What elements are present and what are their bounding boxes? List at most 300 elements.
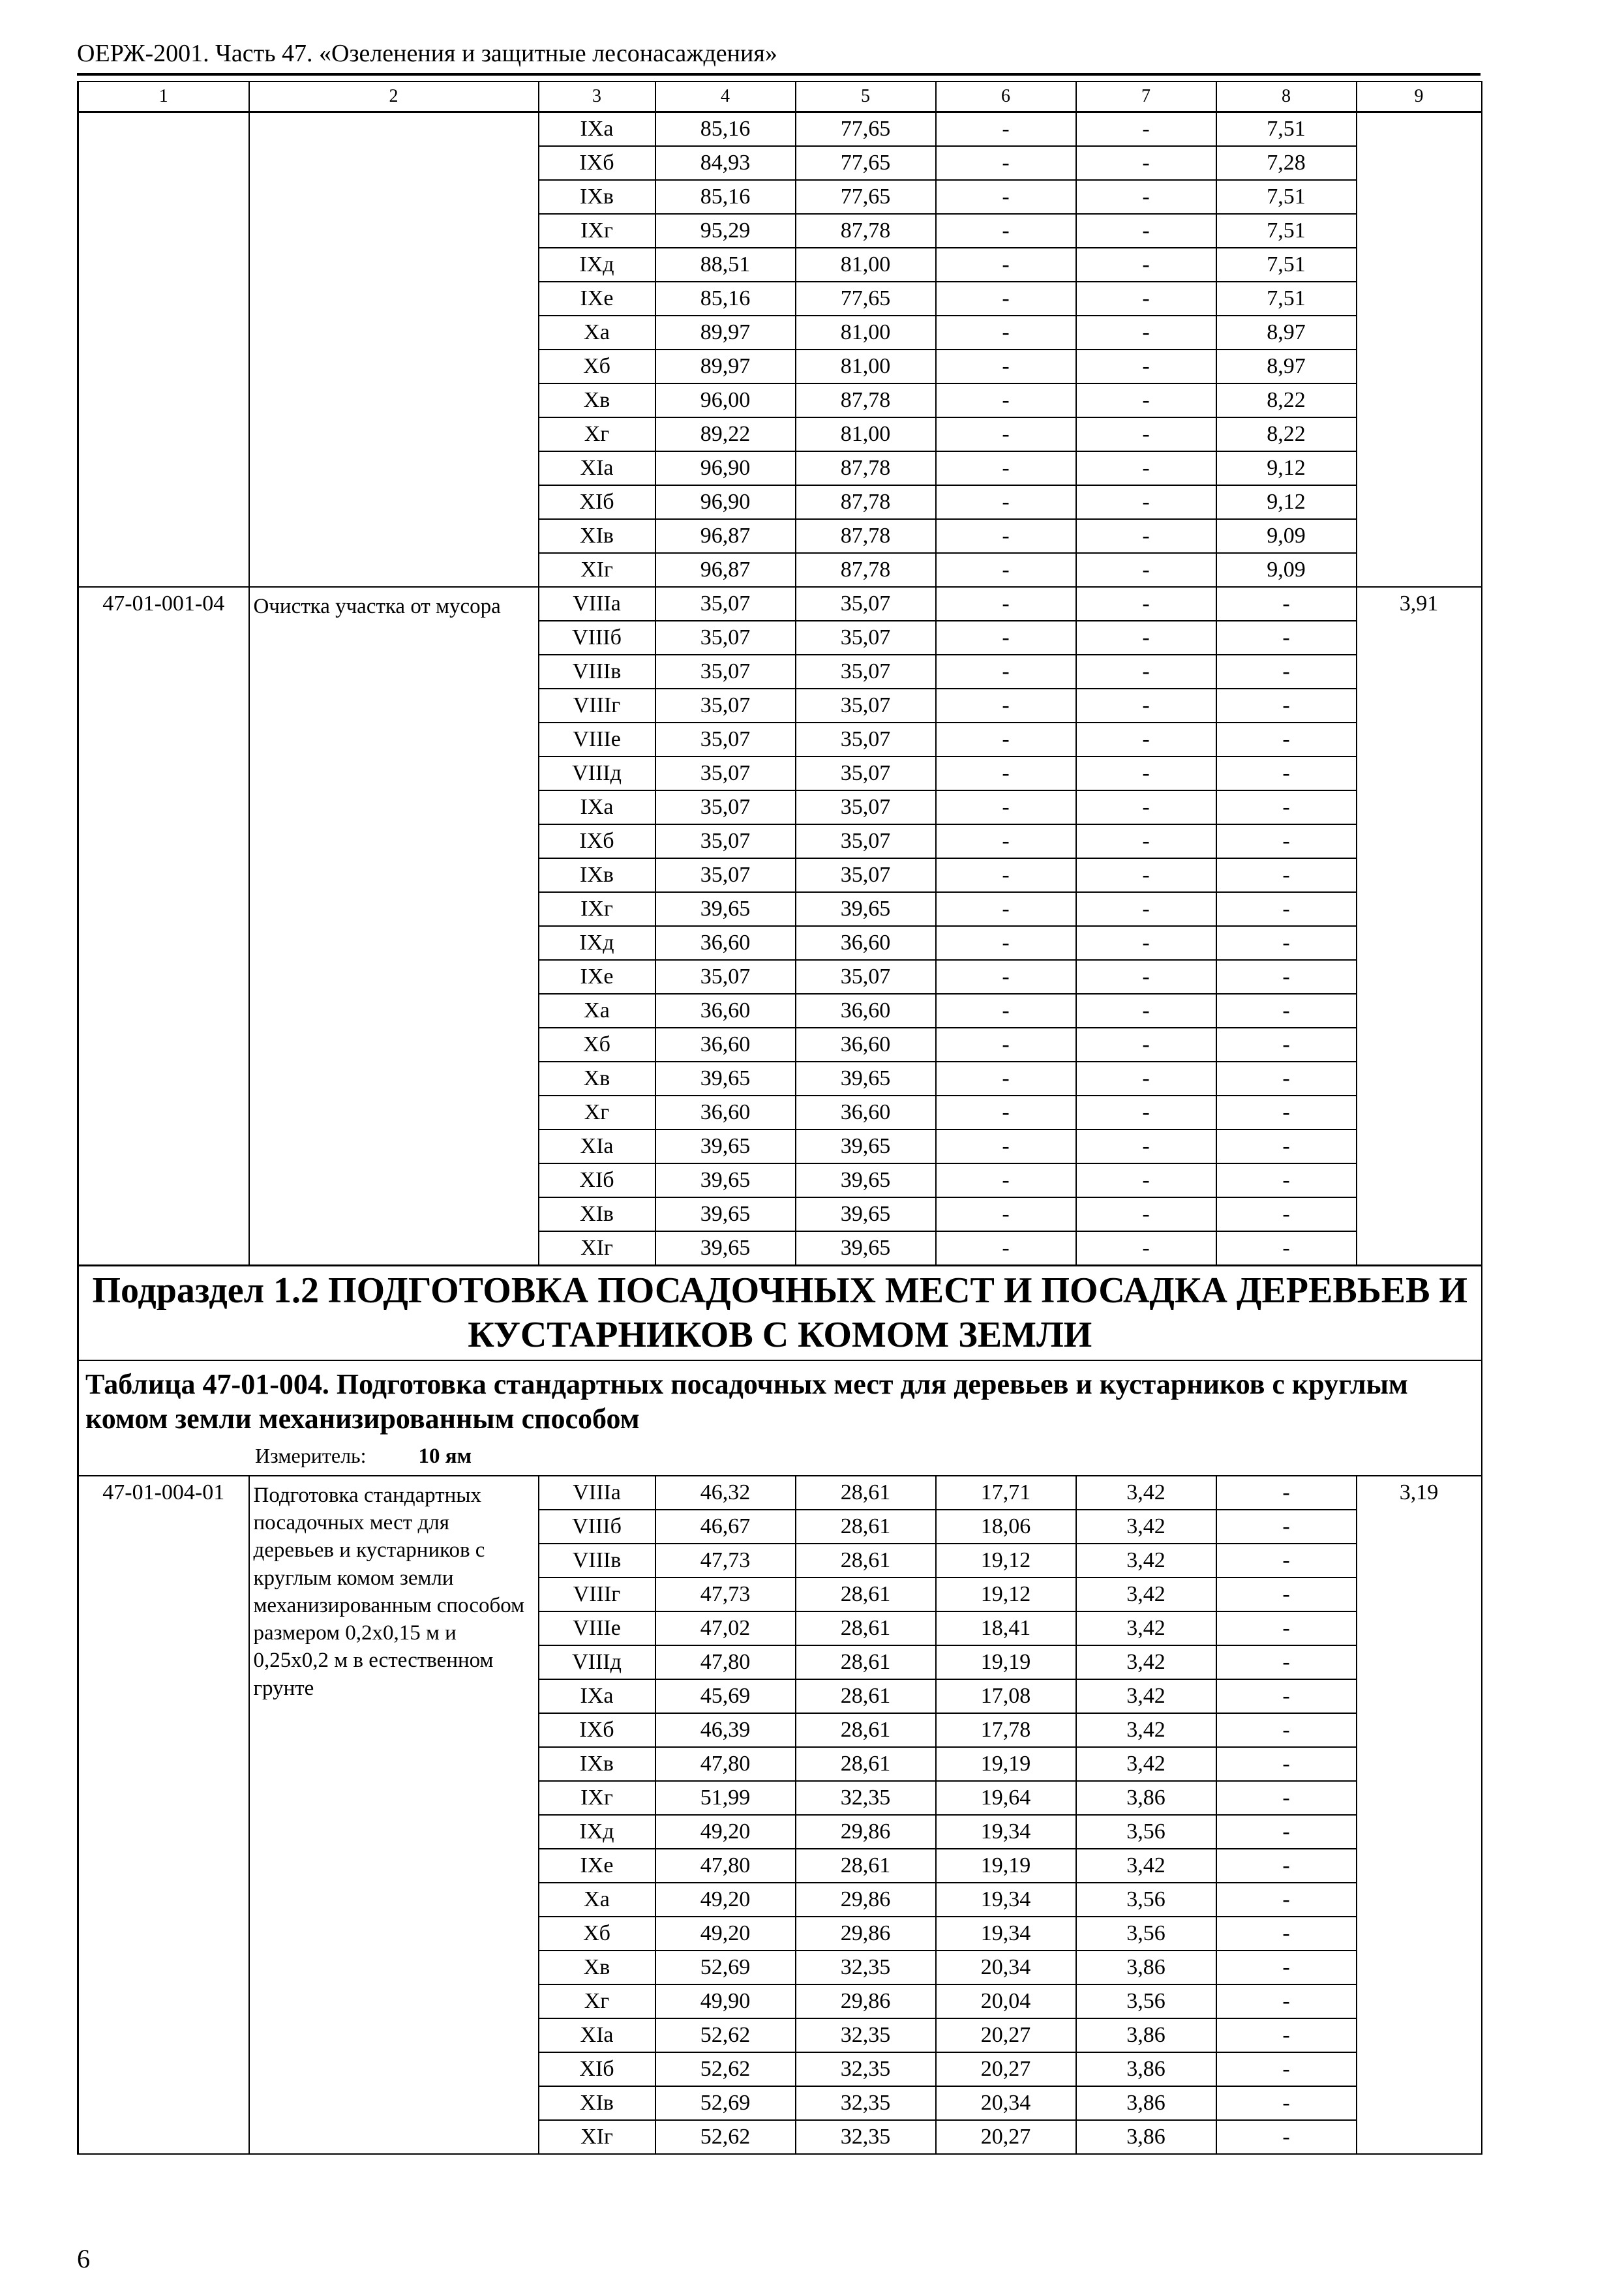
rate-value: - <box>1076 316 1216 350</box>
rate-value: 88,51 <box>655 248 796 282</box>
rate-value: - <box>1076 621 1216 655</box>
rate-value: - <box>936 858 1076 892</box>
rate-value: 3,42 <box>1076 1849 1216 1883</box>
rate-value: - <box>936 1163 1076 1197</box>
rate-value: - <box>1076 112 1216 147</box>
rate-value: 3,42 <box>1076 1679 1216 1713</box>
rate-value: 7,51 <box>1216 180 1357 214</box>
rate-value: 35,07 <box>655 689 796 723</box>
rate-value: 77,65 <box>796 112 936 147</box>
region-zone: Xв <box>539 1062 655 1096</box>
rate-value: 96,87 <box>655 519 796 553</box>
rate-value: 7,51 <box>1216 112 1357 147</box>
rate-value: - <box>1216 1476 1357 1510</box>
rate-value: - <box>1076 1130 1216 1163</box>
region-zone: IXд <box>539 1815 655 1849</box>
rate-value: 85,16 <box>655 282 796 316</box>
rate-value: 19,19 <box>936 1747 1076 1781</box>
rate-value: 7,51 <box>1216 248 1357 282</box>
rate-value: 7,28 <box>1216 146 1357 180</box>
rate-value: 87,78 <box>796 451 936 485</box>
rate-value: - <box>1076 383 1216 417</box>
region-zone: VIIIв <box>539 1544 655 1578</box>
rate-value: - <box>936 350 1076 383</box>
rate-value: - <box>1216 756 1357 790</box>
rate-value: 3,56 <box>1076 1917 1216 1951</box>
column-number: 3 <box>539 82 655 112</box>
rate-value: 3,42 <box>1076 1510 1216 1544</box>
rate-value: 96,90 <box>655 451 796 485</box>
rate-value: 46,67 <box>655 1510 796 1544</box>
rate-value: 96,90 <box>655 485 796 519</box>
work-description: Подготовка стандартных посадочных мест для деревьев и кустарников с круглым комом земли механизированным способом размером 0,2x0,15 м и 0,25x0,2 м в естественном грунте <box>249 1476 539 2154</box>
rate-value: 36,60 <box>796 1028 936 1062</box>
rate-value: - <box>1216 1544 1357 1578</box>
region-zone: XIв <box>539 1197 655 1231</box>
region-zone: IXе <box>539 282 655 316</box>
rate-value: 28,61 <box>796 1713 936 1747</box>
rate-value: - <box>936 282 1076 316</box>
rate-value: - <box>1076 1163 1216 1197</box>
rate-value: - <box>1216 960 1357 994</box>
region-zone: VIIIв <box>539 655 655 689</box>
region-zone: XIб <box>539 2052 655 2086</box>
rate-value: 18,41 <box>936 1611 1076 1645</box>
column-number: 5 <box>796 82 936 112</box>
region-zone: VIIIе <box>539 1611 655 1645</box>
rate-value: - <box>936 689 1076 723</box>
rate-value: 9,12 <box>1216 451 1357 485</box>
rate-value: 49,20 <box>655 1883 796 1917</box>
region-zone: VIIIа <box>539 1476 655 1510</box>
region-zone: IXв <box>539 180 655 214</box>
rate-value: 19,12 <box>936 1578 1076 1611</box>
rate-value: 18,06 <box>936 1510 1076 1544</box>
rate-value: - <box>1076 960 1216 994</box>
rate-value: - <box>936 1028 1076 1062</box>
rate-value: 49,90 <box>655 1984 796 2018</box>
rate-value: 19,64 <box>936 1781 1076 1815</box>
rate-value: - <box>1076 451 1216 485</box>
rate-value: - <box>936 451 1076 485</box>
rate-value: 20,34 <box>936 2086 1076 2120</box>
rate-value: 17,78 <box>936 1713 1076 1747</box>
rate-value: 29,86 <box>796 1883 936 1917</box>
region-zone: Xб <box>539 350 655 383</box>
rate-value: 35,07 <box>655 655 796 689</box>
rate-value: - <box>1216 655 1357 689</box>
rate-value: 9,09 <box>1216 519 1357 553</box>
rate-value: 28,61 <box>796 1611 936 1645</box>
column-number: 4 <box>655 82 796 112</box>
rate-value: - <box>936 146 1076 180</box>
region-zone: XIа <box>539 2018 655 2052</box>
rate-value: 28,61 <box>796 1679 936 1713</box>
rate-value: 28,61 <box>796 1544 936 1578</box>
rate-value: 87,78 <box>796 553 936 587</box>
rate-value: 3,56 <box>1076 1984 1216 2018</box>
rate-value: 36,60 <box>655 994 796 1028</box>
rate-value: 36,60 <box>796 926 936 960</box>
measure-unit <box>255 1443 1473 1470</box>
rate-value: - <box>1076 553 1216 587</box>
region-zone: IXе <box>539 960 655 994</box>
region-zone: Xа <box>539 1883 655 1917</box>
rate-value: - <box>1216 1231 1357 1266</box>
rate-value: 39,65 <box>655 892 796 926</box>
rate-value: - <box>1216 1510 1357 1544</box>
table-row <box>78 1476 1482 1510</box>
rate-value: 81,00 <box>796 316 936 350</box>
rate-value: 35,07 <box>796 587 936 621</box>
rate-value: - <box>936 587 1076 621</box>
rate-value: 35,07 <box>655 621 796 655</box>
rate-value: 85,16 <box>655 180 796 214</box>
col9-value: 3,91 <box>1357 587 1482 1266</box>
rate-value: 3,86 <box>1076 2018 1216 2052</box>
region-zone: IXв <box>539 858 655 892</box>
rate-value: - <box>1216 994 1357 1028</box>
rate-value: - <box>936 824 1076 858</box>
rate-value: 3,56 <box>1076 1815 1216 1849</box>
rate-value: 9,09 <box>1216 553 1357 587</box>
rate-value: 39,65 <box>796 1163 936 1197</box>
region-zone: XIг <box>539 553 655 587</box>
rate-value: - <box>1216 1713 1357 1747</box>
rate-value: - <box>936 485 1076 519</box>
rate-value: 52,69 <box>655 1951 796 1984</box>
rate-value: - <box>1076 994 1216 1028</box>
rate-value: 87,78 <box>796 214 936 248</box>
rate-value: - <box>1216 1984 1357 2018</box>
rate-value: 32,35 <box>796 2120 936 2154</box>
rate-value: 17,71 <box>936 1476 1076 1510</box>
region-zone: XIа <box>539 1130 655 1163</box>
rate-value: 35,07 <box>655 587 796 621</box>
rate-code: 47-01-001-04 <box>78 587 249 1266</box>
col9-value: 3,19 <box>1357 1476 1482 2154</box>
rate-value: 32,35 <box>796 2086 936 2120</box>
rate-value: 39,65 <box>796 1062 936 1096</box>
col9-value <box>1357 112 1482 588</box>
rate-value: 39,65 <box>655 1062 796 1096</box>
rate-value: - <box>936 723 1076 756</box>
column-number: 7 <box>1076 82 1216 112</box>
rate-value: 36,60 <box>796 994 936 1028</box>
rate-value: 52,62 <box>655 2120 796 2154</box>
rate-value: - <box>936 994 1076 1028</box>
rate-value: - <box>1076 892 1216 926</box>
rate-value: 17,08 <box>936 1679 1076 1713</box>
rate-value: 49,20 <box>655 1917 796 1951</box>
rate-value: - <box>1076 282 1216 316</box>
region-zone: Xб <box>539 1917 655 1951</box>
rate-value: - <box>936 248 1076 282</box>
rate-value: 89,97 <box>655 316 796 350</box>
rate-value: 36,60 <box>655 926 796 960</box>
rate-value: - <box>1216 1578 1357 1611</box>
rate-value: 7,51 <box>1216 282 1357 316</box>
rate-value: 20,27 <box>936 2120 1076 2154</box>
rate-value: 8,22 <box>1216 417 1357 451</box>
rate-value: 77,65 <box>796 146 936 180</box>
rate-value: 47,80 <box>655 1645 796 1679</box>
rate-value: 46,39 <box>655 1713 796 1747</box>
region-zone: XIб <box>539 485 655 519</box>
region-zone: XIб <box>539 1163 655 1197</box>
region-zone: IXб <box>539 1713 655 1747</box>
rate-value: - <box>936 553 1076 587</box>
rate-value: 47,73 <box>655 1578 796 1611</box>
region-zone: VIIIд <box>539 1645 655 1679</box>
rate-value: - <box>1216 1611 1357 1645</box>
rate-value: - <box>1076 485 1216 519</box>
rate-value: 3,42 <box>1076 1645 1216 1679</box>
rate-value: - <box>936 519 1076 553</box>
rate-value: 35,07 <box>796 960 936 994</box>
rate-value: - <box>1076 926 1216 960</box>
rate-value: 96,87 <box>655 553 796 587</box>
running-header: ОЕРЖ-2001. Часть 47. «Озеленения и защитные лесонасаждения» <box>77 40 777 67</box>
column-number: 6 <box>936 82 1076 112</box>
rate-value: 89,22 <box>655 417 796 451</box>
rate-value: 28,61 <box>796 1510 936 1544</box>
rate-value: 35,07 <box>796 756 936 790</box>
region-zone: Xв <box>539 1951 655 1984</box>
region-zone: Xб <box>539 1028 655 1062</box>
rate-code: 47-01-004-01 <box>78 1476 249 2154</box>
rate-value: 47,73 <box>655 1544 796 1578</box>
rate-value: - <box>1076 689 1216 723</box>
rate-value: 39,65 <box>796 892 936 926</box>
region-zone: IXд <box>539 926 655 960</box>
rate-value: - <box>936 621 1076 655</box>
rate-value: 20,27 <box>936 2052 1076 2086</box>
rate-value: - <box>936 1062 1076 1096</box>
rate-value: - <box>1076 655 1216 689</box>
rate-value: - <box>936 892 1076 926</box>
region-zone: VIIIг <box>539 1578 655 1611</box>
region-zone: IXд <box>539 248 655 282</box>
rate-value: 52,62 <box>655 2018 796 2052</box>
work-description: Очистка участка от мусора <box>249 587 539 1266</box>
rate-value: 39,65 <box>655 1130 796 1163</box>
table-row <box>78 587 1482 621</box>
rate-value: 32,35 <box>796 1951 936 1984</box>
region-zone: VIIIб <box>539 1510 655 1544</box>
rate-value: - <box>936 417 1076 451</box>
table-row <box>78 112 1482 147</box>
rate-value: - <box>1216 1951 1357 1984</box>
rate-value: 95,29 <box>655 214 796 248</box>
rate-value: 77,65 <box>796 180 936 214</box>
rate-value: 20,34 <box>936 1951 1076 1984</box>
rate-value: - <box>936 926 1076 960</box>
rate-value: - <box>1216 1163 1357 1197</box>
rate-value: 39,65 <box>796 1231 936 1266</box>
rate-value: 3,42 <box>1076 1747 1216 1781</box>
rate-value: - <box>1076 350 1216 383</box>
column-number-row <box>78 82 1482 112</box>
rate-value: - <box>1216 1028 1357 1062</box>
rate-value: - <box>936 112 1076 147</box>
rate-value: 36,60 <box>796 1096 936 1130</box>
rate-value: - <box>1076 1096 1216 1130</box>
rate-value: 3,86 <box>1076 2120 1216 2154</box>
rate-value: 8,97 <box>1216 316 1357 350</box>
rate-value: - <box>936 316 1076 350</box>
region-zone: XIг <box>539 2120 655 2154</box>
region-zone: XIа <box>539 451 655 485</box>
rate-value: 39,65 <box>655 1231 796 1266</box>
rate-value: 35,07 <box>655 960 796 994</box>
rate-value: 8,22 <box>1216 383 1357 417</box>
rate-value: 19,12 <box>936 1544 1076 1578</box>
rate-value: 8,97 <box>1216 350 1357 383</box>
rate-value: 77,65 <box>796 282 936 316</box>
rates-table <box>77 81 1482 2155</box>
rate-value: - <box>1076 723 1216 756</box>
rate-value: 28,61 <box>796 1578 936 1611</box>
rate-value: 3,86 <box>1076 2086 1216 2120</box>
rate-value: - <box>1216 1062 1357 1096</box>
column-number: 8 <box>1216 82 1357 112</box>
rate-value: 96,00 <box>655 383 796 417</box>
rate-value: - <box>1216 2086 1357 2120</box>
rate-value: - <box>1216 926 1357 960</box>
page-number: 6 <box>77 2244 90 2273</box>
rate-value: 28,61 <box>796 1849 936 1883</box>
rate-value: - <box>1076 1062 1216 1096</box>
rate-value: 85,16 <box>655 112 796 147</box>
work-description <box>249 112 539 588</box>
rate-value: 3,86 <box>1076 1951 1216 1984</box>
rate-value: - <box>1216 1679 1357 1713</box>
rate-value: - <box>1076 587 1216 621</box>
rate-value: 39,65 <box>796 1130 936 1163</box>
rate-value: 87,78 <box>796 519 936 553</box>
rate-value: - <box>1216 790 1357 824</box>
rate-value: 39,65 <box>796 1197 936 1231</box>
rate-value: 36,60 <box>655 1028 796 1062</box>
rate-value: - <box>1216 2018 1357 2052</box>
rate-value: 3,42 <box>1076 1476 1216 1510</box>
rate-value: 35,07 <box>796 621 936 655</box>
rate-value: 20,27 <box>936 2018 1076 2052</box>
rate-value: - <box>1216 1096 1357 1130</box>
header-rule <box>77 73 1481 76</box>
region-zone: Xа <box>539 994 655 1028</box>
rate-value: - <box>936 214 1076 248</box>
rate-value: - <box>1076 1197 1216 1231</box>
rate-value: 28,61 <box>796 1645 936 1679</box>
rate-value: 87,78 <box>796 383 936 417</box>
rate-value: 35,07 <box>796 723 936 756</box>
region-zone: XIв <box>539 2086 655 2120</box>
rate-value: 36,60 <box>655 1096 796 1130</box>
rate-value: - <box>1076 417 1216 451</box>
rate-value: - <box>936 655 1076 689</box>
rate-value: 29,86 <box>796 1917 936 1951</box>
rate-value: 35,07 <box>796 824 936 858</box>
rate-value: - <box>1216 858 1357 892</box>
rate-value: 35,07 <box>655 858 796 892</box>
region-zone: IXб <box>539 824 655 858</box>
rate-value: 19,34 <box>936 1815 1076 1849</box>
rate-value: 35,07 <box>796 655 936 689</box>
rate-value: - <box>936 1130 1076 1163</box>
rate-value: 47,80 <box>655 1747 796 1781</box>
rate-value: 35,07 <box>796 858 936 892</box>
rate-value: 29,86 <box>796 1984 936 2018</box>
table-title: Таблица 47-01-004. Подготовка стандартных посадочных мест для деревьев и кустарников с круглым комом земли механизированным способом <box>85 1368 1408 1435</box>
region-zone: IXг <box>539 214 655 248</box>
rate-value: 35,07 <box>655 756 796 790</box>
rate-value: 45,69 <box>655 1679 796 1713</box>
rate-value: 19,34 <box>936 1917 1076 1951</box>
rate-value: 3,42 <box>1076 1578 1216 1611</box>
rate-value: 35,07 <box>655 723 796 756</box>
rate-value: 46,32 <box>655 1476 796 1510</box>
rate-value: - <box>936 960 1076 994</box>
rate-value: - <box>1076 858 1216 892</box>
rate-value: 19,34 <box>936 1883 1076 1917</box>
rate-value: 20,04 <box>936 1984 1076 2018</box>
rate-value: 87,78 <box>796 485 936 519</box>
rate-value: - <box>936 383 1076 417</box>
rate-value: 32,35 <box>796 2052 936 2086</box>
rate-value: - <box>1076 180 1216 214</box>
rate-value: 3,42 <box>1076 1611 1216 1645</box>
rate-value: - <box>1076 214 1216 248</box>
rate-value: - <box>1216 723 1357 756</box>
region-zone: IXе <box>539 1849 655 1883</box>
rate-value: 47,02 <box>655 1611 796 1645</box>
region-zone: Xа <box>539 316 655 350</box>
rate-value: 29,86 <box>796 1815 936 1849</box>
rate-value: - <box>1216 1883 1357 1917</box>
rate-value: 52,69 <box>655 2086 796 2120</box>
region-zone: IXг <box>539 892 655 926</box>
column-number: 2 <box>249 82 539 112</box>
rate-value: - <box>1216 587 1357 621</box>
rate-value: 32,35 <box>796 1781 936 1815</box>
column-number: 1 <box>78 82 249 112</box>
rate-value: 3,86 <box>1076 2052 1216 2086</box>
region-zone: VIIIг <box>539 689 655 723</box>
region-zone: Xв <box>539 383 655 417</box>
rate-value: - <box>936 790 1076 824</box>
rate-value: 39,65 <box>655 1197 796 1231</box>
rate-value: - <box>1076 1231 1216 1266</box>
rate-value: 9,12 <box>1216 485 1357 519</box>
column-number: 9 <box>1357 82 1482 112</box>
region-zone: Xг <box>539 1984 655 2018</box>
rate-value: 7,51 <box>1216 214 1357 248</box>
rate-value: - <box>1216 1815 1357 1849</box>
rate-value: 3,86 <box>1076 1781 1216 1815</box>
rate-value: 3,42 <box>1076 1544 1216 1578</box>
table-title-block <box>78 1360 1482 1476</box>
rate-value: - <box>1216 824 1357 858</box>
rate-value: 47,80 <box>655 1849 796 1883</box>
rate-value: 19,19 <box>936 1849 1076 1883</box>
rate-value: - <box>1076 248 1216 282</box>
rate-value: - <box>1216 1197 1357 1231</box>
rate-value: 35,07 <box>796 790 936 824</box>
rate-value: 81,00 <box>796 248 936 282</box>
rate-value: - <box>1076 824 1216 858</box>
